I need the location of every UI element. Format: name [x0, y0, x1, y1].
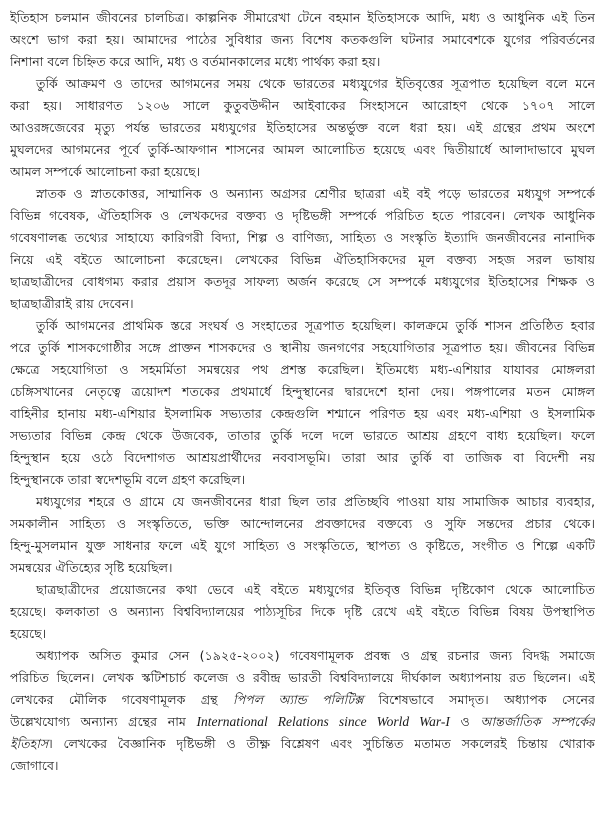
text-line: পরিচিত ছিলেন। লেখক স্কটিশচার্চ কলেজ ও রবীন্দ্র ভারতী বিশ্ববিদ্যালয়ে দীর্ঘকাল অধ্যাপনায় রত ছিলেন। এই — [10, 670, 595, 685]
text-line: মধ্যযুগের শহরে ও গ্রামে যে জনজীবনের ধারা ছিল তার প্রতিচ্ছবি পাওয়া যায় সামাজিক আচার ব্যবহার, — [36, 494, 595, 509]
text-line: জোগাবে। — [10, 758, 59, 773]
text-line: নিয়ে এই বইতে আলোচনা করেছেন। লেখকের বিভিন্ন ঐতিহাসিকদের মূল বক্তব্য সহজ সরল ভাষায় — [10, 252, 595, 267]
paragraph — [10, 579, 595, 645]
text-line: আমল সম্পর্কে আলোচনা করা হয়েছে। — [10, 164, 201, 179]
text-line: মুঘলদের আগমনের পূর্বে তুর্কি-আফগান শাসনের আমল আলোচিত হয়েছে এবং দ্বিতীয়ার্ধে আলাদাভাবে মুঘল — [10, 142, 595, 157]
italic-title: পিপল অ্যান্ড পলিটিক্স — [233, 692, 364, 707]
paragraph — [10, 183, 595, 315]
text-line: তুর্কি আক্রমণ ও তাদের আগমনের সময় থেকে ভারতের মধ্যযুগের ইতিবৃত্তের সূত্রপাত হয়েছিল বলে মনে — [36, 76, 595, 91]
text-line: ইতিহাস চলমান জীবনের চালচিত্র। কাল্পনিক সীমারেখা টেনে বহমান ইতিহাসকে আদি, মধ্য ও আধুনিক এই তিন — [10, 10, 595, 25]
text-line: সমকালীন সাহিত্য ও সংস্কৃতিতে, ভক্তি আন্দোলনের প্রবক্তাদের বক্তব্যে ও সুফি সন্তদের প্রচার থেকে। — [10, 516, 595, 531]
text-line: পরে তুর্কি শাসকগোষ্ঠীর সঙ্গে প্রাক্তন শাসকদের ও স্থানীয় জনগণের সহযোগিতার সূত্রপাত হয়। জীবনের বিভিন্ন — [10, 340, 595, 355]
italic-title: ইতিহাস — [10, 736, 49, 751]
italic-title: আন্তর্জাতিক সম্পর্কের — [480, 714, 595, 729]
text-segment: উল্লেখযোগ্য অন্যান্য গ্রন্থের নাম — [10, 714, 197, 729]
text-line: গবেষণালব্ধ তথ্যের সাহায্যে কারিগরী বিদ্যা, শিল্প ও বাণিজ্য, সাহিত্য ও সংস্কৃতি ইত্যাদি জনজীবনের নানাদিক — [10, 230, 595, 245]
text-line: ছাত্রছাত্রীরাই রায় দেবেন। — [10, 296, 134, 311]
text-line: অধ্যাপক অসিত কুমার সেন (১৯২৫-২০০২) গবেষণামূলক প্রবন্ধ ও গ্রন্থ রচনার জন্য বিদগ্ধ সমাজে — [36, 648, 595, 663]
text-line: বাহিনীর হানায় মধ্য-এশিয়ার ইসলামিক সভ্যতার কেন্দ্রগুলি শশ্মানে পরিণত হয় এবং মধ্য-এশিয়া ও ইসলামিক — [10, 406, 595, 421]
text-line: হিন্দু-মুসলমান যুক্ত সাধনার ফলে এই যুগে সাহিত্য ও সংস্কৃতিতে, স্থাপত্য ও কৃষ্টিতে, সংগীত ও শিল্পে একটি — [10, 538, 595, 553]
text-line: তুর্কি আগমনের প্রাথমিক স্তরে সংঘর্ষ ও সংহাতের সূত্রপাত হয়েছিল। কালক্রমে তুর্কি শাসন প্রতিষ্ঠিত হবার — [36, 318, 595, 333]
text-line: করা হয়। সাধারণত ১২০৬ সালে কুতুবউদ্দীন আইবাকের সিংহাসনে আরোহণ থেকে ১৭০৭ সালে — [10, 98, 595, 113]
text-line: চেঙ্গিসখানের নেতৃত্বে ত্রয়োদশ শতকের প্রথমার্ধে হিন্দুস্থানের দ্বারদেশে হানা দেয়। পঙ্গপালের মতন মোঙ্গল — [10, 384, 595, 399]
text-segment: । লেখকের বৈজ্ঞানিক দৃষ্টিভঙ্গী ও তীক্ষ্ণ বিশ্লেষণ এবং সুচিন্তিত মতামত সকলেরই চিন্তায় খোরাক — [48, 736, 595, 751]
text-line: ছাত্রছাত্রীদের বোধগম্য করার প্রয়াস কতদূর সাফল্য অর্জন করেছে সে সম্পর্কে মধ্যযুগের ইতিহাসের শিক্ষক ও — [10, 274, 595, 289]
text-segment: ও — [449, 714, 481, 729]
text-line — [10, 733, 595, 755]
paragraph — [10, 315, 595, 491]
text-line: হিন্দুস্থান হয়ে ওঠে বিদেশাগত আশ্রয়প্রার্থীদের নববাসভূমি। তারা আর তুর্কি বা তাজিক বা বিদেশী নয় — [10, 450, 595, 465]
text-line — [10, 689, 595, 711]
italic-title: International Relations since World War-I — [196, 714, 450, 729]
text-line: হিন্দুস্থানকে তারা স্বদেশভূমি বলে গ্রহণ করেছিল। — [10, 472, 246, 487]
document-page — [10, 7, 595, 777]
text-segment: লেখকের মৌলিক গবেষণামূলক গ্রন্থ — [10, 692, 234, 707]
paragraph — [10, 645, 595, 777]
text-line: ক্ষেত্রে সহযোগিতা ও সহমর্মিতা সমন্বয়ের পথ প্রশস্ত করেছিল। ইতিমধ্যে মধ্য-এশিয়ার যাযাবর মোঙ্গলরা — [10, 362, 595, 377]
text-line: বিভিন্ন গবেষক, ঐতিহাসিক ও লেখকদের বক্তব্য ও দৃষ্টিভঙ্গী সম্পর্কে পরিচিত হতে পারবেন। লেখক আধুনিক — [10, 208, 595, 223]
text-line — [10, 711, 595, 733]
text-line: সভ্যতার বিভিন্ন কেন্দ্র থেকে উজবেক, তাতার তুর্কি দলে দলে ভারতে আশ্রয় গ্রহণে বাধ্য হয়েছিল। ফলে — [10, 428, 595, 443]
text-line: হয়েছে। কলকাতা ও অন্যান্য বিশ্ববিদ্যালয়ের পাঠ্যসূচির দিকে দৃষ্টি রেখে এই বইতে বিভিন্ন বিষয় উপস্থাপিত — [10, 604, 595, 619]
text-line: নিশানা বলে চিহ্নিত করে আদি, মধ্য ও বর্তমানকালের মধ্যে পার্থক্য করা হয়। — [10, 54, 381, 69]
text-line: আওরঙ্গজেবের মৃত্যু পর্যন্ত ভারতের মধ্যযুগের ইতিহাসের অন্তর্ভুক্ত বলে ধরা হয়। এই গ্রন্থের প্রথম অংশে — [10, 120, 595, 135]
paragraph — [10, 491, 595, 579]
text-line: অংশে ভাগ করা হয়। আমাদের পাঠের সুবিধার জন্য বিশেষ কতকগুলি ঘটনার সমাবেশকে যুগের পরিবর্তনের — [10, 32, 595, 47]
text-line: সমন্বয়ের ঐতিহ্যের সৃষ্টি হয়েছিল। — [10, 560, 173, 575]
paragraph — [10, 7, 595, 73]
text-line: ছাত্রছাত্রীদের প্রয়োজনের কথা ভেবে এই বইতে মধ্যযুগের ইতিবৃত্ত বিভিন্ন দৃষ্টিকোণ থেকে আলোচিত — [36, 582, 595, 597]
paragraph — [10, 73, 595, 183]
text-line: হয়েছে। — [10, 626, 47, 641]
text-segment: বিশেষভাবে সমাদৃত। অধ্যাপক সেনের — [363, 692, 595, 707]
text-line: স্নাতক ও স্নাতকোত্তর, সাম্মানিক ও অন্যান্য অগ্রসর শ্রেণীর ছাত্ররা এই বই পড়ে ভারতের মধ্যযুগ সম্পর্কে — [36, 186, 595, 201]
